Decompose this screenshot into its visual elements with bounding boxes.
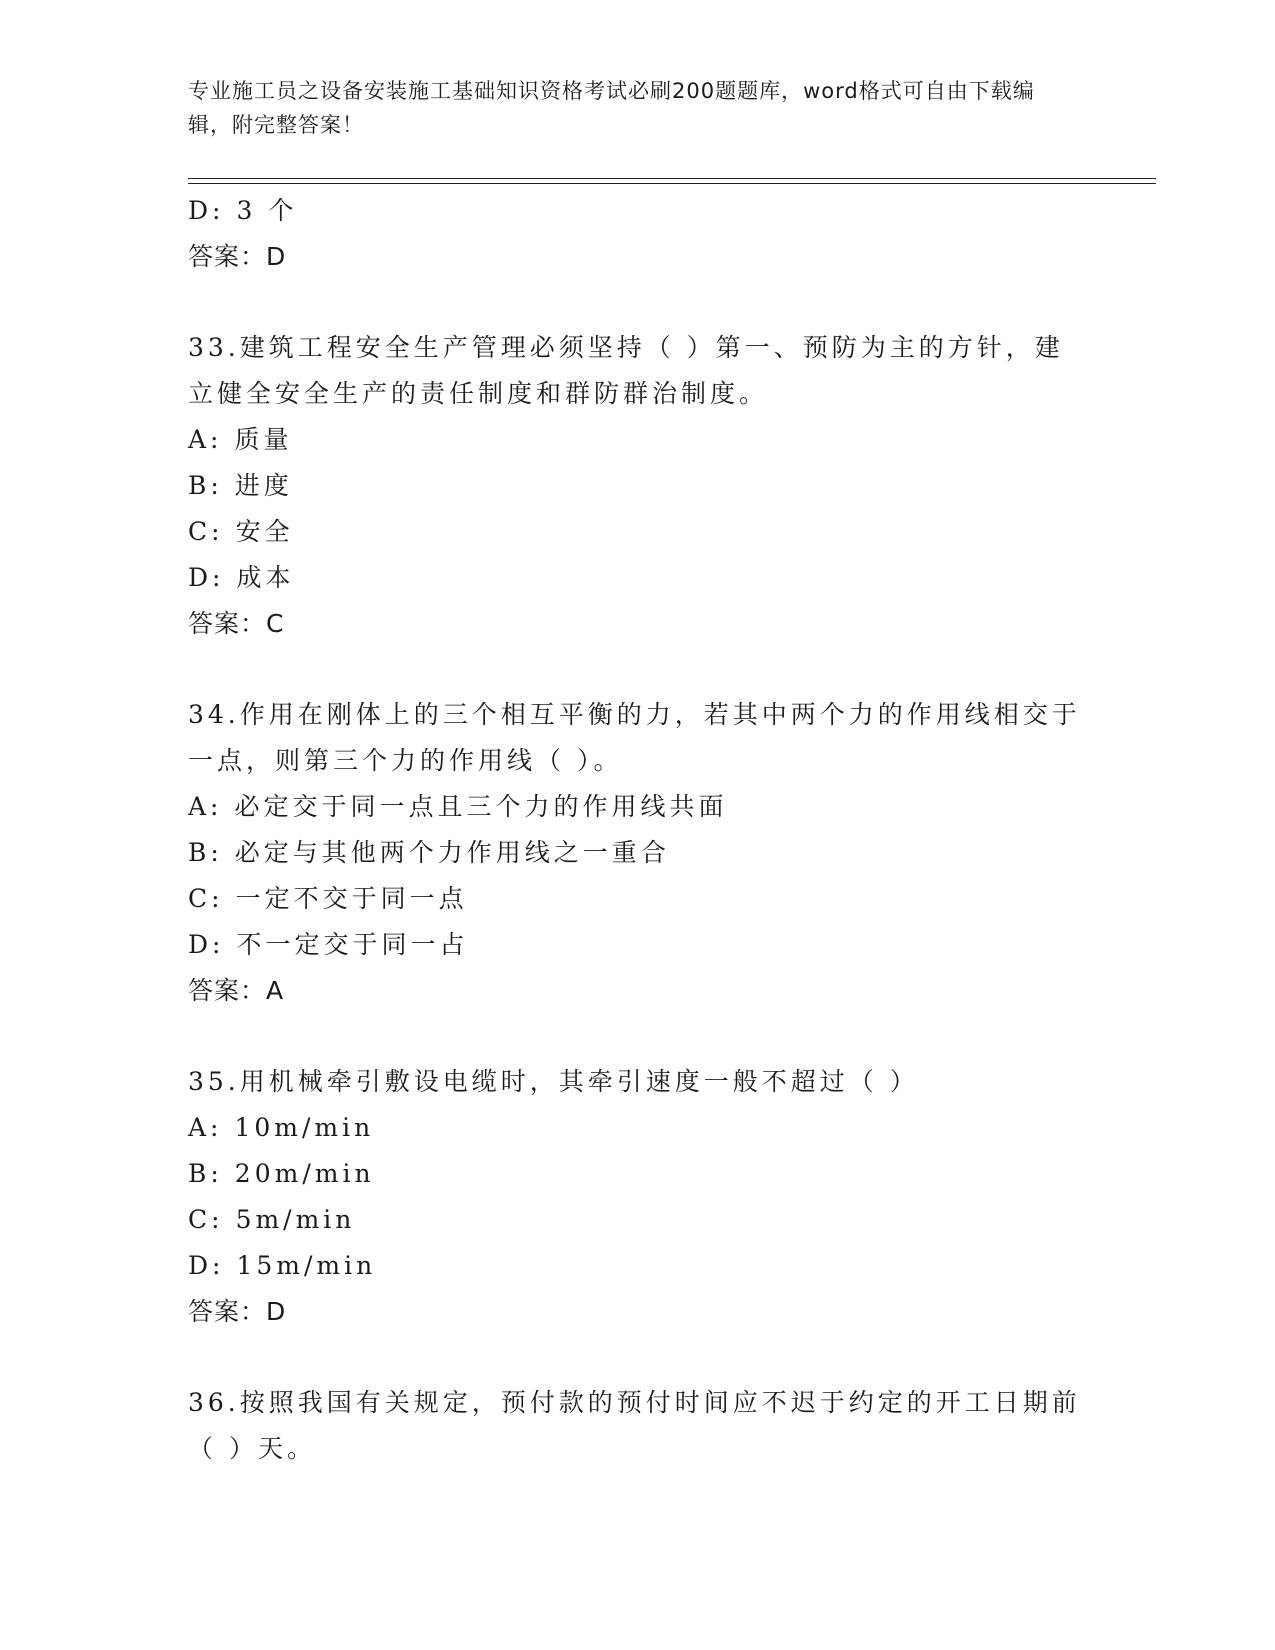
spacer xyxy=(188,1335,1088,1380)
spacer xyxy=(188,1014,1088,1059)
answer-line: 答案：C xyxy=(188,609,285,638)
option-letter: D: xyxy=(188,930,225,959)
option-letter: B: xyxy=(188,838,223,867)
option-item xyxy=(188,922,1088,968)
option-letter: A: xyxy=(188,792,223,821)
option-letter: A: xyxy=(188,1113,223,1142)
option-text: 必定与其他两个力作用线之一重合 xyxy=(234,838,670,867)
option-text: 质量 xyxy=(234,425,293,454)
option-item xyxy=(188,463,1088,509)
option-item xyxy=(188,1243,1088,1289)
option-letter: D: xyxy=(188,196,225,225)
header-divider xyxy=(188,178,1156,179)
option-letter: B: xyxy=(188,471,223,500)
option-text: 必定交于同一点且三个力的作用线共面 xyxy=(234,792,728,821)
header-divider-second xyxy=(188,183,1156,184)
question-content xyxy=(188,188,1088,1472)
answer-line: 答案：A xyxy=(188,976,285,1005)
option-item xyxy=(188,1197,1088,1243)
option-letter: D: xyxy=(188,1251,225,1280)
option-text: 不一定交于同一占 xyxy=(236,930,469,959)
option-letter: C: xyxy=(188,517,224,546)
option-letter: D: xyxy=(188,563,225,592)
option-item xyxy=(188,784,1088,830)
option-text: 一定不交于同一点 xyxy=(235,884,468,913)
option-letter: B: xyxy=(188,1159,223,1188)
option-item xyxy=(188,876,1088,922)
option-item xyxy=(188,417,1088,463)
option-item xyxy=(188,1151,1088,1197)
option-text: 安全 xyxy=(235,517,294,546)
option-text: 10m/min xyxy=(234,1113,375,1142)
header-text: 专业施工员之设备安装施工基础知识资格考试必刷200题题库，word格式可自由下载编辑，附完整答案！ xyxy=(188,79,1035,137)
option-item xyxy=(188,1105,1088,1151)
option-text: 15m/min xyxy=(236,1251,377,1280)
option-item xyxy=(188,555,1088,601)
option-letter: C: xyxy=(188,884,224,913)
option-item xyxy=(188,830,1088,876)
page-header xyxy=(188,74,1068,142)
spacer xyxy=(188,280,1088,325)
option-text: 成本 xyxy=(236,563,295,592)
answer-line: 答案：D xyxy=(188,1297,287,1326)
question-stem: 33.建筑工程安全生产管理必须坚持（ ）第一、预防为主的方针，建立健全安全生产的责任制度和群防群治制度。 xyxy=(188,333,1064,408)
option-item xyxy=(188,509,1088,555)
question-stem: 36.按照我国有关规定，预付款的预付时间应不迟于约定的开工日期前（ ）天。 xyxy=(188,1388,1081,1463)
option-letter: A: xyxy=(188,425,223,454)
option-text: 20m/min xyxy=(234,1159,375,1188)
option-text: 进度 xyxy=(234,471,293,500)
question-stem: 34.作用在刚体上的三个相互平衡的力，若其中两个力的作用线相交于一点，则第三个力的作用线（ ）。 xyxy=(188,700,1081,775)
option-item xyxy=(188,188,1088,234)
option-letter: C: xyxy=(188,1205,224,1234)
spacer xyxy=(188,647,1088,692)
question-stem: 35.用机械牵引敷设电缆时，其牵引速度一般不超过（ ） xyxy=(188,1067,919,1096)
option-text: 5m/min xyxy=(235,1205,356,1234)
answer-line: 答案：D xyxy=(188,242,287,271)
option-text: 3 个 xyxy=(236,196,298,225)
